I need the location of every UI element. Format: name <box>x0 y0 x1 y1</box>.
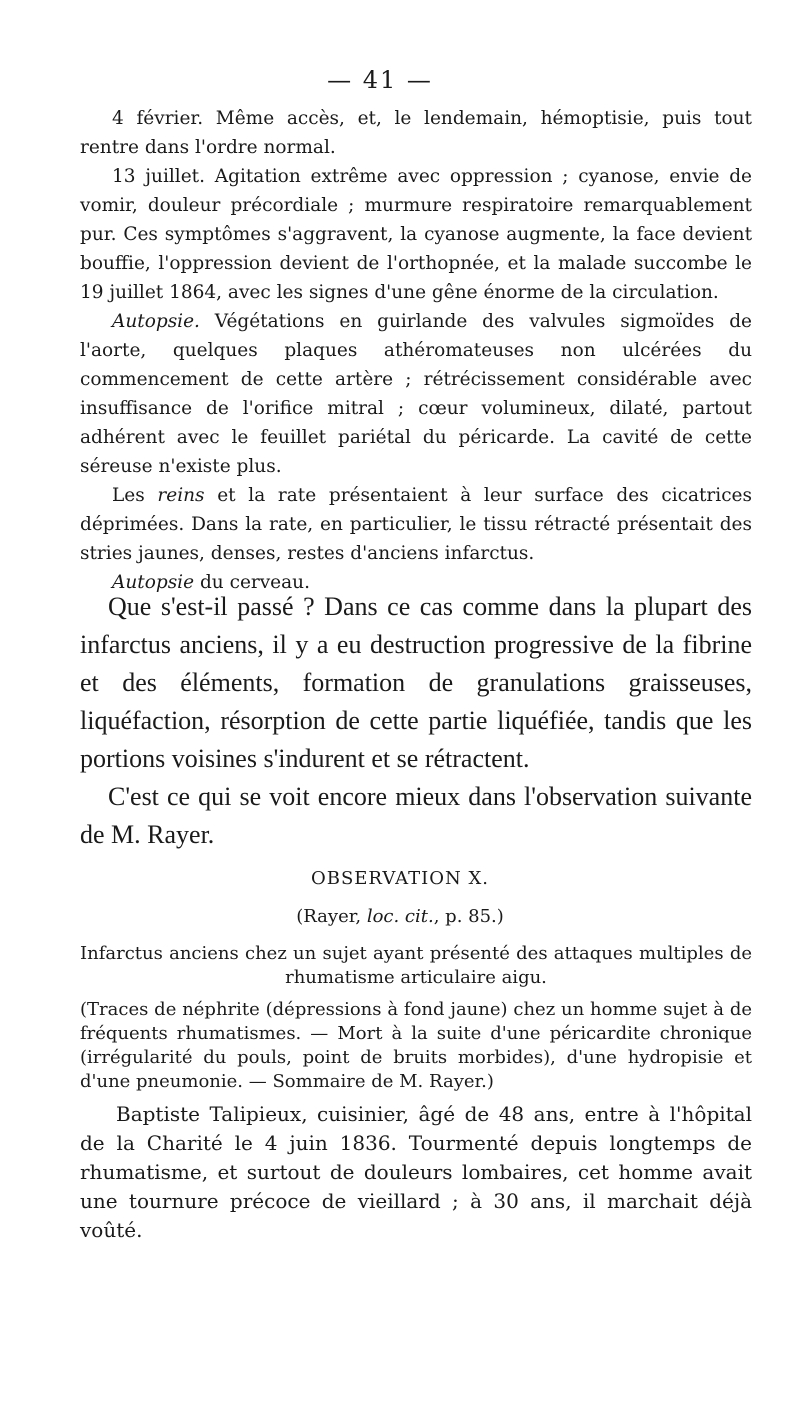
paragraph-transition: C'est ce qui se voit encore mieux dans l'observation suivante de M. Rayer. <box>80 782 752 849</box>
kidneys-label: reins <box>157 485 205 506</box>
paragraph-autopsy <box>80 307 752 481</box>
page-number: — 41 — <box>327 66 433 94</box>
observation-reference <box>0 906 800 927</box>
reference-end: , p. 85.) <box>433 906 504 927</box>
brain-autopsy-text: du cerveau. <box>194 572 310 593</box>
paragraph-kidneys <box>80 481 752 568</box>
reference-italic: loc. cit. <box>366 906 434 927</box>
kidneys-lead: Les <box>112 485 158 506</box>
paragraph-question: Que s'est-il passé ? Dans ce cas comme dans la plupart des infarctus anciens, il y a eu destruction progressive de la fibrine et des éléments, formation de granulations graisseuses, liquéfaction, résorption de cette partie liquéfiée, tandis que les portions voisines s'indurent et se rétractent. <box>80 592 752 773</box>
kidneys-text: et la rate présentaient à leur surface des cicatrices déprimées. Dans la rate, en particulier, le tissu rétracté présentait des stries jaunes, denses, restes d'anciens infarctus. <box>80 485 752 564</box>
observation-body: Baptiste Talipieux, cuisinier, âgé de 48 ans, entre à l'hôpital de la Charité le 4 juin 1836. Tourmenté depuis longtemps de rhumatisme, et surtout de douleurs lombaires, cet homme avait une tournure précoce de vieillard ; à 30 ans, il marchait déjà voûté. <box>80 1102 752 1242</box>
autopsy-label: Autopsie. <box>112 311 200 332</box>
case-notes <box>80 104 752 597</box>
observation-details: (Traces de néphrite (dépressions à fond jaune) chez un homme sujet à de fréquents rhumatismes. — Mort à la suite d'une péricardite chronique (irrégularité du pouls, point de bruits morbides), d'une hydropisie et d'une pneumonie. — Sommaire de M. Rayer.) <box>80 999 752 1092</box>
commentary <box>80 588 752 854</box>
observation-summary: Infarctus anciens chez un sujet ayant présenté des attaques multiples de rhumatisme articulaire aigu. <box>80 943 752 988</box>
paragraph-february: 4 février. Même accès, et, le lendemain, hémoptisie, puis tout rentre dans l'ordre normal. <box>80 108 752 158</box>
observation-title: OBSERVATION X. <box>310 868 490 889</box>
reference-start: (Rayer, <box>296 906 367 927</box>
brain-autopsy-label: Autopsie <box>112 572 195 593</box>
autopsy-text: Végétations en guirlande des valvules sigmoïdes de l'aorte, quelques plaques athéromateuses non ulcérées du commencement de cette artère ; rétrécissement considérable avec insuffisance de l'orifice mitral ; cœur volumineux, dilaté, partout adhérent avec le feuillet pariétal du péricarde. La cavité de cette séreuse n'existe plus. <box>80 311 752 477</box>
paragraph-july: 13 juillet. Agitation extrême avec oppression ; cyanose, envie de vomir, douleur précordiale ; murmure respiratoire remarquablement pur. Ces symptômes s'aggravent, la cyanose augmente, la face devient bouffie, l'oppression devient de l'orthopnée, et la malade succombe le 19 juillet 1864, avec les signes d'une gêne énorme de la circulation. <box>80 166 752 303</box>
